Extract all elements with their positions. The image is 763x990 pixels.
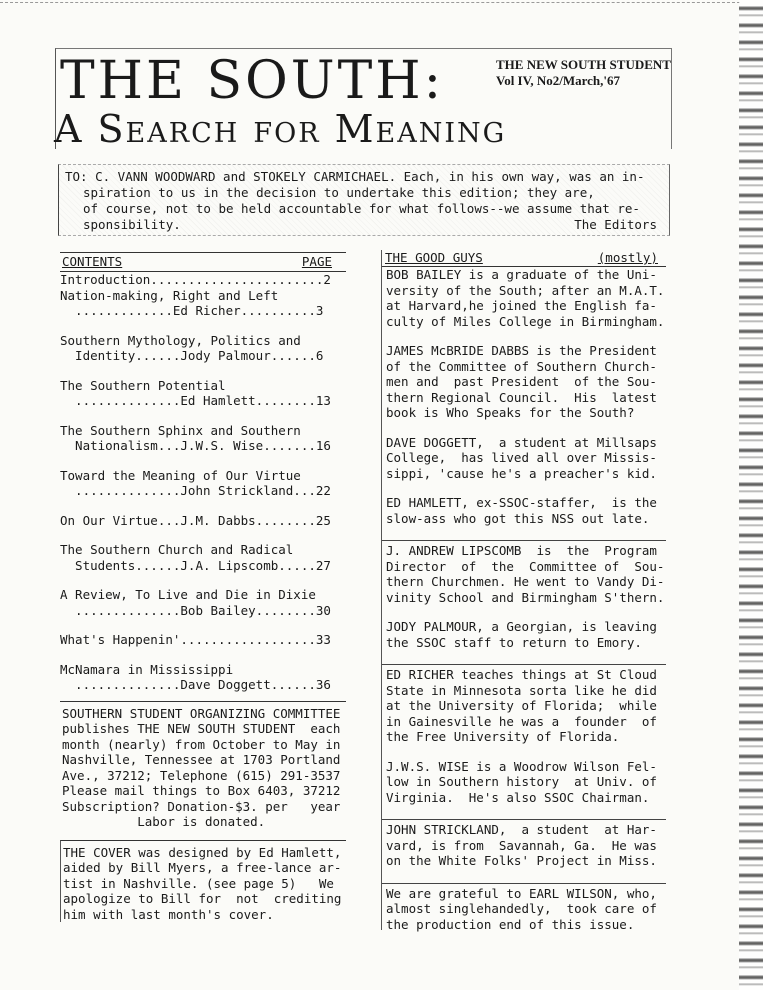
bio-line: BOB BAILEY is a graduate of the Uni-: [386, 267, 657, 282]
bio-entry: [382, 435, 666, 482]
toc-line: Introduction.......................2: [60, 272, 331, 287]
publisher-info-box: [60, 701, 346, 830]
bio-line: low in Southern history at Univ. of: [386, 774, 657, 789]
good-guys-qualifier: (mostly): [597, 250, 658, 265]
dedication-line: of course, not to be held accountable for what follows--we assume that re-: [83, 201, 640, 216]
bio-line: book is Who Speaks for the South?: [386, 405, 635, 420]
bio-line: sippi, 'cause he's a preacher's kid.: [386, 465, 657, 481]
cover-line: aided by Bill Myers, a free-lance ar-: [63, 860, 342, 875]
bio-entry: [382, 664, 666, 745]
bio-line: JODY PALMOUR, a Georgian, is leaving: [386, 619, 657, 634]
toc-line: The Southern Potential: [60, 377, 226, 393]
bio-entry: [382, 759, 666, 806]
bio-line: vinity School and Birmingham S'thern.: [386, 589, 665, 605]
cover-line: him with last month's cover.: [63, 906, 274, 922]
toc-line: Southern Mythology, Politics and: [60, 332, 301, 348]
publisher-line: Ave., 37212; Telephone (615) 291-3537: [62, 767, 341, 783]
bio-line: JAMES McBRIDE DABBS is the President: [386, 343, 657, 358]
cover-note: [60, 840, 346, 923]
toc-line: McNamara in Mississippi: [60, 661, 234, 677]
toc-line: Students......J.A. Lipscomb.....27: [60, 557, 331, 573]
publisher-line: publishes THE NEW SOUTH STUDENT each: [62, 721, 341, 736]
bio-line: at the University of Florida; while: [386, 698, 657, 713]
toc-line: Identity......Jody Palmour......6: [60, 348, 324, 363]
toc-line: On Our Virtue...J.M. Dabbs........25: [60, 512, 331, 528]
bio-line: vard, is from Savannah, Ga. He was: [386, 837, 657, 853]
page-heading: PAGE: [301, 254, 332, 269]
bio-line: the production end of this issue.: [386, 916, 635, 932]
bio-line: the Free University of Florida.: [386, 729, 620, 744]
bio-line: in Gainesville he was a founder of: [386, 713, 657, 729]
right-column: [381, 250, 666, 930]
subtitle: A Search for Meaning: [54, 107, 507, 151]
publisher-line: month (nearly) from October to May in: [62, 736, 341, 752]
publisher-line: Labor is donated.: [62, 814, 266, 829]
toc-line: ..............John Strickland...22: [60, 483, 331, 498]
bio-line: versity of the South; after an M.A.T.: [386, 282, 665, 298]
publisher-line: Nashville, Tennessee at 1703 Portland: [62, 752, 341, 767]
bio-line: men and past President of the Sou-: [386, 374, 657, 389]
bio-line: ED RICHER teaches things at St Cloud: [386, 667, 657, 682]
bio-line: on the White Folks' Project in Miss.: [386, 853, 657, 868]
publisher-line: SOUTHERN STUDENT ORGANIZING COMMITTEE: [62, 705, 341, 721]
toc-line: Nation-making, Right and Left: [60, 287, 279, 303]
issue-info: Vol IV, No2/March,'67: [496, 73, 620, 88]
good-guys-heading: THE GOOD GUYS: [385, 250, 483, 265]
bio-entry: [382, 540, 666, 605]
publisher-line: Subscription? Donation-$3. per year: [62, 798, 341, 814]
cover-line: tist in Nashville. (see page 5) We: [63, 875, 334, 891]
publication-name: THE NEW SOUTH STUDENT: [496, 57, 671, 72]
masthead: [55, 48, 672, 149]
bio-line: We are grateful to EARL WILSON, who,: [386, 885, 657, 901]
cover-line: THE COVER was designed by Ed Hamlett,: [63, 844, 342, 860]
bio-entry: [382, 495, 666, 526]
toc-line: Toward the Meaning of Our Virtue: [60, 467, 301, 483]
dedication-box: [58, 164, 670, 236]
bio-line: Director of the Committee of Sou-: [386, 558, 665, 574]
toc-line: ..............Ed Hamlett........13: [60, 393, 331, 408]
bio-line: thern Churchmen. He went to Vandy Di-: [386, 574, 665, 589]
bio-line: J.W.S. WISE is a Woodrow Wilson Fel-: [386, 758, 657, 774]
toc-line: Nationalism...J.W.S. Wise.......16: [60, 438, 331, 453]
bio-line: of the Committee of Southern Church-: [386, 358, 657, 374]
toc-line: ..............Dave Doggett......36: [60, 677, 331, 692]
bio-line: J. ANDREW LIPSCOMB is the Program: [386, 543, 657, 558]
cover-line: apologize to Bill for not crediting: [63, 891, 342, 906]
bio-entry: [382, 819, 666, 869]
bio-line: almost singlehandedly, took care of: [386, 901, 657, 916]
bio-entry: [382, 883, 666, 933]
bio-entry: [382, 267, 666, 329]
bio-line: culty of Miles College in Birmingham.: [386, 313, 665, 329]
toc-line: The Southern Sphinx and Southern: [60, 422, 301, 438]
toc-line: .............Ed Richer..........3: [60, 303, 324, 318]
bio-entry: [382, 343, 666, 421]
toc-line: ..............Bob Bailey........30: [60, 602, 331, 618]
table-of-contents: [60, 272, 346, 693]
toc-line: What's Happenin'..................33: [60, 632, 331, 647]
good-guys-header: [382, 250, 666, 267]
bio-line: the SSOC staff to return to Emory.: [386, 634, 642, 650]
publication-info: [496, 57, 671, 89]
bio-line: Virginia. He's also SSOC Chairman.: [386, 789, 650, 805]
bio-line: thern Regional Council. His latest: [386, 389, 657, 405]
top-edge-line: [0, 2, 740, 4]
bio-line: at Harvard,he joined the English fa-: [386, 298, 657, 313]
contents-header: [60, 252, 346, 272]
contents-heading: CONTENTS: [62, 254, 123, 269]
bio-line: ED HAMLETT, ex-SSOC-staffer, is the: [386, 495, 657, 510]
dedication-signature: The Editors: [574, 217, 657, 232]
toc-line: The Southern Church and Radical: [60, 542, 294, 557]
bio-line: DAVE DOGGETT, a student at Millsaps: [386, 434, 657, 450]
dedication-line: spiration to us in the decision to undertake this edition; they are,: [83, 185, 595, 200]
scan-edge-artifact: [739, 0, 763, 990]
main-title: THE SOUTH:: [60, 51, 445, 111]
bio-line: JOHN STRICKLAND, a student at Har-: [386, 822, 657, 837]
bio-line: College, has lived all over Missis-: [386, 450, 657, 465]
bio-line: slow-ass who got this NSS out late.: [386, 510, 650, 526]
left-column: [60, 252, 346, 932]
toc-line: A Review, To Live and Die in Dixie: [60, 587, 316, 602]
bio-line: State in Minnesota sorta like he did: [386, 682, 657, 698]
bio-entry: [382, 619, 666, 650]
dedication-line: sponsibility.: [83, 217, 181, 232]
publisher-line: Please mail things to Box 6403, 37212: [62, 783, 341, 798]
dedication-line: TO: C. VANN WOODWARD and STOKELY CARMICHAEL. Each, in his own way, was an in-: [65, 169, 645, 184]
